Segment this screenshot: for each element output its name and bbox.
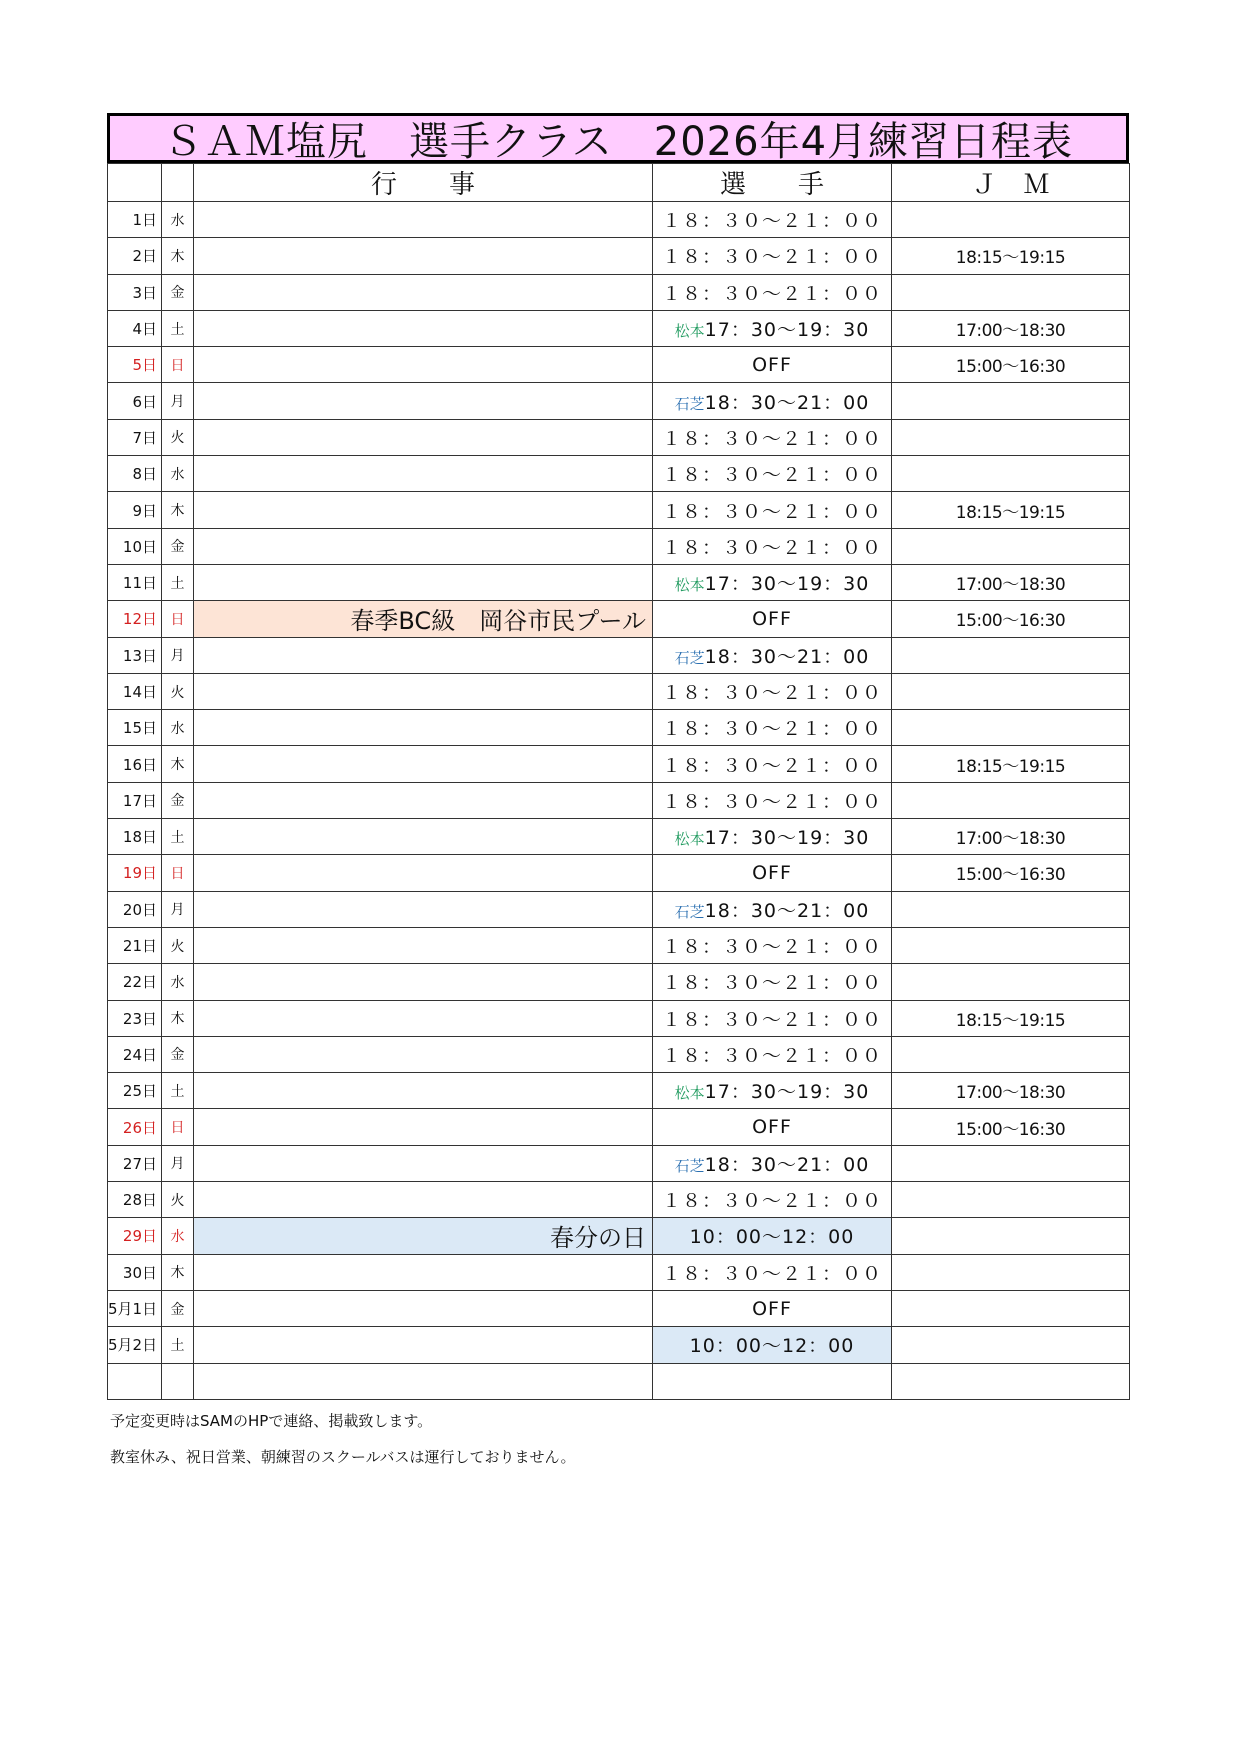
note-line: 予定変更時はSAMのHPで連絡、掲載致します。 [110, 1411, 433, 1430]
jm-cell [892, 782, 1130, 818]
event-cell [194, 1036, 653, 1072]
senshu-cell [653, 964, 892, 1000]
jm-cell: 15:00～16:30 [892, 1109, 1130, 1145]
header-event: 行 事 [194, 164, 653, 202]
senshu-cell [653, 1073, 892, 1109]
jm-cell [892, 673, 1130, 709]
schedule-table [107, 163, 1130, 1400]
senshu-cell [653, 456, 892, 492]
table-row [108, 673, 1130, 709]
table-row [108, 746, 1130, 782]
table-row [108, 710, 1130, 746]
schedule-sheet [107, 113, 1129, 1482]
date-cell: 16日 [108, 746, 162, 782]
event-cell [194, 927, 653, 963]
date-cell: 4日 [108, 310, 162, 346]
senshu-time: １８：３０～２１：００ [661, 500, 882, 523]
event-cell [194, 855, 653, 891]
senshu-cell [653, 274, 892, 310]
event-cell [194, 1109, 653, 1145]
location-label: 松本 [674, 1084, 705, 1103]
date-cell: 21日 [108, 927, 162, 963]
senshu-cell [653, 1218, 892, 1254]
weekday-cell: 木 [162, 1254, 194, 1290]
table-row [108, 1290, 1130, 1326]
event-cell [194, 891, 653, 927]
date-cell: 26日 [108, 1109, 162, 1145]
weekday-cell: 金 [162, 1290, 194, 1326]
table-row [108, 1109, 1130, 1145]
table-row [108, 601, 1130, 637]
location-label: 石芝 [674, 394, 705, 413]
senshu-time: １８：３０～２１：００ [661, 1190, 882, 1213]
location-label: 松本 [674, 830, 705, 849]
date-cell: 15日 [108, 710, 162, 746]
jm-cell [892, 710, 1130, 746]
senshu-time: １８：３０～２１：００ [661, 536, 882, 559]
notes [107, 1410, 1129, 1482]
jm-cell [892, 1363, 1130, 1399]
weekday-cell: 月 [162, 637, 194, 673]
date-cell: 8日 [108, 456, 162, 492]
weekday-cell: 日 [162, 1109, 194, 1145]
event-cell [194, 274, 653, 310]
senshu-time: OFF [752, 607, 792, 630]
senshu-cell [653, 1290, 892, 1326]
jm-cell: 15:00～16:30 [892, 601, 1130, 637]
senshu-time: 17：30～19：30 [704, 1081, 870, 1104]
date-cell: 2日 [108, 238, 162, 274]
table-row [108, 383, 1130, 419]
weekday-cell: 木 [162, 492, 194, 528]
senshu-cell [653, 927, 892, 963]
event-cell [194, 347, 653, 383]
table-row [108, 528, 1130, 564]
senshu-time: OFF [752, 1297, 792, 1320]
table-row [108, 238, 1130, 274]
location-label: 石芝 [674, 902, 705, 921]
event-cell [194, 492, 653, 528]
senshu-time: １８：３０～２１：００ [661, 1008, 882, 1031]
table-row [108, 855, 1130, 891]
weekday-cell: 水 [162, 964, 194, 1000]
date-cell: 3日 [108, 274, 162, 310]
senshu-cell [653, 1254, 892, 1290]
date-cell: 25日 [108, 1073, 162, 1109]
senshu-time: 10：00～12：00 [689, 1226, 855, 1249]
table-row [108, 419, 1130, 455]
senshu-cell [653, 637, 892, 673]
senshu-cell [653, 601, 892, 637]
table-row [108, 274, 1130, 310]
senshu-time: OFF [752, 1116, 792, 1139]
table-row [108, 1182, 1130, 1218]
schedule-rows [108, 202, 1130, 1400]
event-cell [194, 419, 653, 455]
table-row [108, 891, 1130, 927]
event-cell [194, 564, 653, 600]
event-cell [194, 383, 653, 419]
table-row [108, 310, 1130, 346]
senshu-time: １８：３０～２１：００ [661, 754, 882, 777]
senshu-time: １８：３０～２１：００ [661, 972, 882, 995]
jm-cell [892, 202, 1130, 238]
table-row [108, 492, 1130, 528]
senshu-cell [653, 202, 892, 238]
location-label: 石芝 [674, 1156, 705, 1175]
senshu-time: １８：３０～２１：００ [661, 246, 882, 269]
senshu-cell [653, 310, 892, 346]
senshu-time: １８：３０～２１：００ [661, 1262, 882, 1285]
senshu-cell [653, 347, 892, 383]
jm-cell: 17:00～18:30 [892, 310, 1130, 346]
weekday-cell: 日 [162, 347, 194, 383]
senshu-cell [653, 419, 892, 455]
table-row [108, 964, 1130, 1000]
event-cell [194, 637, 653, 673]
senshu-cell [653, 1036, 892, 1072]
date-cell: 29日 [108, 1218, 162, 1254]
event-cell [194, 1290, 653, 1326]
senshu-cell [653, 1363, 892, 1399]
date-cell: 22日 [108, 964, 162, 1000]
header-row [108, 164, 1130, 202]
event-cell [194, 1000, 653, 1036]
location-label: 松本 [674, 322, 705, 341]
date-cell: 10日 [108, 528, 162, 564]
senshu-cell [653, 1109, 892, 1145]
jm-cell: 15:00～16:30 [892, 855, 1130, 891]
event-cell [194, 456, 653, 492]
weekday-cell: 水 [162, 1218, 194, 1254]
location-label: 石芝 [674, 648, 705, 667]
event-cell [194, 782, 653, 818]
table-row [108, 1145, 1130, 1181]
event-cell [194, 1182, 653, 1218]
table-row [108, 1000, 1130, 1036]
weekday-cell: 火 [162, 1182, 194, 1218]
weekday-cell: 土 [162, 564, 194, 600]
jm-cell: 18:15～19:15 [892, 238, 1130, 274]
senshu-cell [653, 782, 892, 818]
weekday-cell: 金 [162, 782, 194, 818]
date-cell: 9日 [108, 492, 162, 528]
date-cell: 24日 [108, 1036, 162, 1072]
table-row [108, 819, 1130, 855]
senshu-cell [653, 855, 892, 891]
table-row [108, 456, 1130, 492]
weekday-cell: 水 [162, 202, 194, 238]
jm-cell [892, 1182, 1130, 1218]
weekday-cell: 水 [162, 710, 194, 746]
jm-cell [892, 419, 1130, 455]
senshu-time: 18：30～21：00 [704, 1153, 870, 1176]
weekday-cell: 火 [162, 673, 194, 709]
weekday-cell: 水 [162, 456, 194, 492]
date-cell: 28日 [108, 1182, 162, 1218]
jm-cell [892, 927, 1130, 963]
senshu-time: 18：30～21：00 [704, 391, 870, 414]
jm-cell: 18:15～19:15 [892, 746, 1130, 782]
event-cell [194, 202, 653, 238]
table-row [108, 782, 1130, 818]
senshu-cell [653, 528, 892, 564]
weekday-cell: 火 [162, 419, 194, 455]
weekday-cell [162, 1363, 194, 1399]
senshu-time: １８：３０～２１：００ [661, 282, 882, 305]
date-cell: 5月2日 [108, 1327, 162, 1363]
senshu-time: １８：３０～２１：００ [661, 464, 882, 487]
event-cell [194, 710, 653, 746]
weekday-cell: 月 [162, 891, 194, 927]
jm-cell [892, 1218, 1130, 1254]
senshu-cell [653, 492, 892, 528]
senshu-cell [653, 564, 892, 600]
weekday-cell: 火 [162, 927, 194, 963]
jm-cell [892, 964, 1130, 1000]
table-row [108, 1218, 1130, 1254]
header-dow [162, 164, 194, 202]
date-cell: 19日 [108, 855, 162, 891]
senshu-cell [653, 383, 892, 419]
date-cell: 5月1日 [108, 1290, 162, 1326]
jm-cell [892, 1290, 1130, 1326]
date-cell: 12日 [108, 601, 162, 637]
jm-cell [892, 1254, 1130, 1290]
date-cell: 6日 [108, 383, 162, 419]
senshu-time: １８：３０～２１：００ [661, 936, 882, 959]
date-cell: 13日 [108, 637, 162, 673]
table-row [108, 564, 1130, 600]
date-cell: 20日 [108, 891, 162, 927]
date-cell: 27日 [108, 1145, 162, 1181]
event-cell: 春分の日 [194, 1218, 653, 1254]
weekday-cell: 金 [162, 528, 194, 564]
date-cell: 17日 [108, 782, 162, 818]
senshu-cell [653, 1327, 892, 1363]
table-row [108, 1327, 1130, 1363]
weekday-cell: 木 [162, 746, 194, 782]
weekday-cell: 日 [162, 601, 194, 637]
event-cell [194, 673, 653, 709]
table-row [108, 202, 1130, 238]
jm-cell: 17:00～18:30 [892, 819, 1130, 855]
senshu-time: １８：３０～２１：００ [661, 210, 882, 233]
date-cell: 14日 [108, 673, 162, 709]
date-cell: 18日 [108, 819, 162, 855]
weekday-cell: 土 [162, 1073, 194, 1109]
weekday-cell: 木 [162, 238, 194, 274]
event-cell [194, 819, 653, 855]
senshu-time: OFF [752, 353, 792, 376]
page-title: ＳＡＭ塩尻 選手クラス 2026年4月練習日程表 [107, 113, 1129, 163]
senshu-time: OFF [752, 861, 792, 884]
jm-cell [892, 1036, 1130, 1072]
weekday-cell: 土 [162, 819, 194, 855]
senshu-cell [653, 238, 892, 274]
senshu-time: 17：30～19：30 [704, 827, 870, 850]
event-cell [194, 746, 653, 782]
weekday-cell: 金 [162, 1036, 194, 1072]
weekday-cell: 金 [162, 274, 194, 310]
event-cell [194, 528, 653, 564]
jm-cell [892, 891, 1130, 927]
jm-cell [892, 637, 1130, 673]
header-date [108, 164, 162, 202]
senshu-time: 10：00～12：00 [689, 1335, 855, 1358]
senshu-time: 18：30～21：00 [704, 645, 870, 668]
senshu-time: １８：３０～２１：００ [661, 1044, 882, 1067]
location-label: 松本 [674, 576, 705, 595]
jm-cell [892, 274, 1130, 310]
event-cell [194, 1327, 653, 1363]
date-cell: 5日 [108, 347, 162, 383]
jm-cell [892, 1327, 1130, 1363]
senshu-time: １８：３０～２１：００ [661, 682, 882, 704]
table-row [108, 1073, 1130, 1109]
jm-cell: 18:15～19:15 [892, 1000, 1130, 1036]
note-line: 教室休み、祝日営業、朝練習のスクールバスは運行しておりません。 [110, 1447, 576, 1466]
date-cell [108, 1363, 162, 1399]
table-row [108, 1254, 1130, 1290]
event-cell: 春季BC級 岡谷市民プール [194, 601, 653, 637]
event-cell [194, 238, 653, 274]
table-row [108, 637, 1130, 673]
date-cell: 7日 [108, 419, 162, 455]
senshu-cell [653, 891, 892, 927]
senshu-cell [653, 746, 892, 782]
date-cell: 23日 [108, 1000, 162, 1036]
senshu-time: 17：30～19：30 [704, 319, 870, 342]
senshu-cell [653, 1000, 892, 1036]
jm-cell [892, 1145, 1130, 1181]
senshu-cell [653, 1145, 892, 1181]
table-row [108, 927, 1130, 963]
jm-cell: 15:00～16:30 [892, 347, 1130, 383]
jm-cell: 17:00～18:30 [892, 1073, 1130, 1109]
header-jm: Ｊ Ｍ [892, 164, 1130, 202]
senshu-time: １８：３０～２１：００ [661, 790, 882, 813]
date-cell: 11日 [108, 564, 162, 600]
event-cell [194, 1073, 653, 1109]
jm-cell [892, 528, 1130, 564]
event-cell [194, 1145, 653, 1181]
senshu-time: １８：３０～２１：００ [661, 427, 882, 450]
senshu-time: 17：30～19：30 [704, 573, 870, 596]
table-row [108, 1363, 1130, 1399]
event-cell [194, 964, 653, 1000]
date-cell: 30日 [108, 1254, 162, 1290]
event-cell [194, 1363, 653, 1399]
senshu-cell [653, 710, 892, 746]
weekday-cell: 土 [162, 1327, 194, 1363]
event-cell [194, 1254, 653, 1290]
senshu-time: １８：３０～２１：００ [661, 718, 882, 741]
header-senshu: 選 手 [653, 164, 892, 202]
senshu-cell [653, 673, 892, 709]
jm-cell [892, 383, 1130, 419]
weekday-cell: 月 [162, 1145, 194, 1181]
jm-cell: 18:15～19:15 [892, 492, 1130, 528]
event-cell [194, 310, 653, 346]
table-row [108, 1036, 1130, 1072]
weekday-cell: 日 [162, 855, 194, 891]
weekday-cell: 月 [162, 383, 194, 419]
senshu-time: 18：30～21：00 [704, 899, 870, 922]
senshu-cell [653, 819, 892, 855]
date-cell: 1日 [108, 202, 162, 238]
jm-cell [892, 456, 1130, 492]
table-row [108, 347, 1130, 383]
weekday-cell: 土 [162, 310, 194, 346]
senshu-cell [653, 1182, 892, 1218]
jm-cell: 17:00～18:30 [892, 564, 1130, 600]
weekday-cell: 木 [162, 1000, 194, 1036]
